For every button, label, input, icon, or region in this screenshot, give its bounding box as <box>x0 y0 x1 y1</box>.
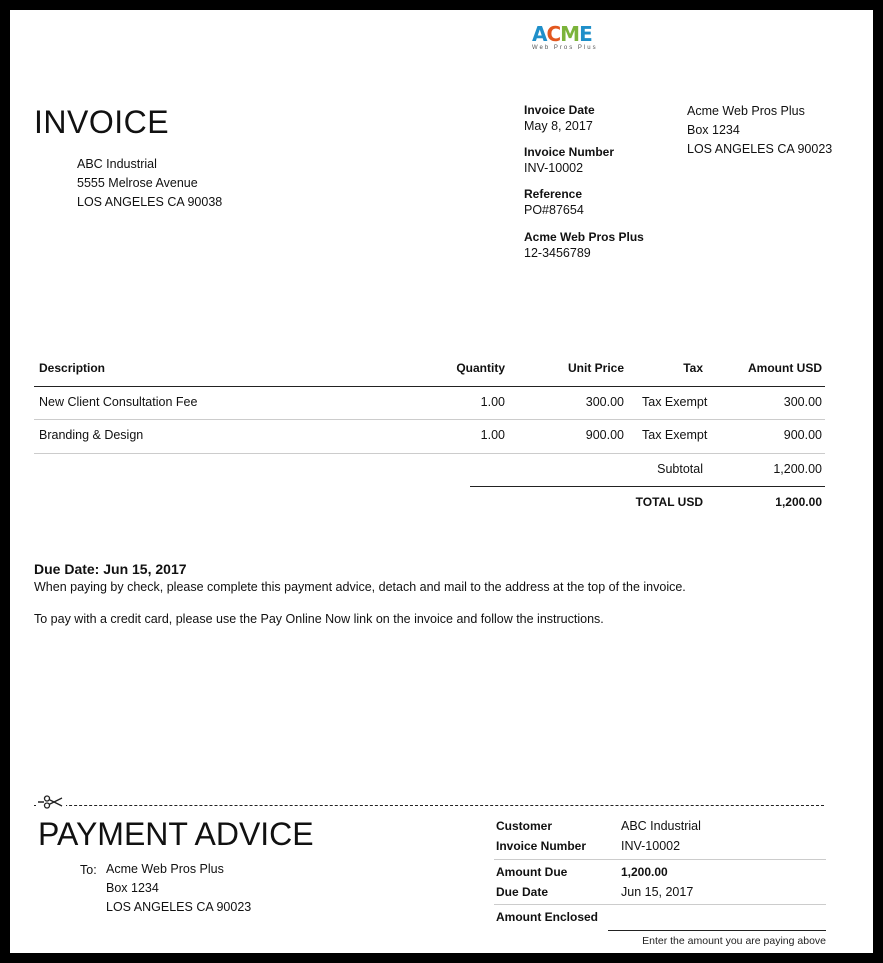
advice-to-line: Acme Web Pros Plus <box>106 862 224 876</box>
tax-id-value: 12-3456789 <box>524 246 591 260</box>
to-label: To: <box>80 863 97 877</box>
amount-enclosed-label: Amount Enclosed <box>496 910 599 924</box>
invoice-title: INVOICE <box>34 104 170 140</box>
row2-amount: 900.00 <box>783 428 822 442</box>
logo-tagline: Web Pros Plus <box>532 45 598 51</box>
reference-value: PO#87654 <box>524 203 584 217</box>
card-instructions: To pay with a credit card, please use the Pay Online Now link on the invoice and follow the instructions. <box>34 612 604 626</box>
row1-description: New Client Consultation Fee <box>39 395 198 409</box>
bill-to-line: LOS ANGELES CA 90038 <box>77 195 223 209</box>
header-quantity: Quantity <box>456 361 505 375</box>
amount-enclosed-underline <box>608 930 826 931</box>
row-divider <box>34 419 825 420</box>
total-value: 1,200.00 <box>775 495 822 509</box>
bill-to-line: ABC Industrial <box>77 157 157 171</box>
amount-due-value: 1,200.00 <box>621 865 668 879</box>
bill-to-line: 5555 Melrose Avenue <box>77 176 198 190</box>
row1-tax: Tax Exempt <box>642 395 708 409</box>
invoice-date-block <box>524 102 595 134</box>
row1-amount: 300.00 <box>783 395 822 409</box>
invoice-number-label: Invoice Number <box>524 145 615 159</box>
advice-to-address <box>106 860 251 917</box>
reference-block <box>524 186 584 218</box>
header-unit-price: Unit Price <box>567 361 624 375</box>
advice-to-line: Box 1234 <box>106 881 159 895</box>
from-address <box>687 102 832 159</box>
row2-quantity: 1.00 <box>480 428 505 442</box>
bill-to-address <box>77 155 222 212</box>
advice-due-date-label: Due Date <box>496 885 549 899</box>
advice-divider <box>494 904 826 905</box>
customer-label: Customer <box>496 819 553 833</box>
tax-id-label: Acme Web Pros Plus <box>524 230 644 244</box>
logo-wordmark: ACME <box>532 22 592 46</box>
total-label: TOTAL USD <box>635 495 703 509</box>
invoice-date-label: Invoice Date <box>524 103 595 117</box>
header-divider <box>34 386 825 387</box>
header-amount: Amount USD <box>748 361 822 375</box>
row1-unit-price: 300.00 <box>585 395 624 409</box>
amount-due-label: Amount Due <box>496 865 568 879</box>
check-instructions: When paying by check, please complete this payment advice, detach and mail to the address at the top of the invoice. <box>34 580 686 594</box>
from-line: Acme Web Pros Plus <box>687 104 805 118</box>
customer-value: ABC Industrial <box>621 819 701 833</box>
header-description: Description <box>39 361 106 375</box>
row2-unit-price: 900.00 <box>585 428 624 442</box>
row2-tax: Tax Exempt <box>642 428 708 442</box>
total-divider <box>470 486 825 487</box>
invoice-page <box>10 10 873 953</box>
advice-due-date-value: Jun 15, 2017 <box>621 885 694 899</box>
from-line: LOS ANGELES CA 90023 <box>687 142 833 156</box>
reference-label: Reference <box>524 187 583 201</box>
invoice-number-value: INV-10002 <box>524 161 584 175</box>
row2-description: Branding & Design <box>39 428 144 442</box>
advice-divider <box>494 859 826 860</box>
subtotal-label: Subtotal <box>657 462 703 476</box>
invoice-number-block <box>524 144 614 176</box>
payment-advice-title: PAYMENT ADVICE <box>38 816 314 852</box>
row-divider <box>34 453 825 454</box>
from-line: Box 1234 <box>687 123 740 137</box>
tax-id-block <box>524 229 644 261</box>
acme-logo <box>532 24 612 58</box>
enter-amount-note: Enter the amount you are paying above <box>642 935 826 947</box>
row1-quantity: 1.00 <box>480 395 505 409</box>
advice-invoice-number-label: Invoice Number <box>496 839 587 853</box>
scissors-icon <box>36 795 66 814</box>
amount-enclosed-field[interactable] <box>621 910 825 926</box>
header-tax: Tax <box>683 361 703 375</box>
due-date-heading: Due Date: Jun 15, 2017 <box>34 561 187 577</box>
invoice-date-value: May 8, 2017 <box>524 119 593 133</box>
advice-to-line: LOS ANGELES CA 90023 <box>106 900 252 914</box>
advice-invoice-number-value: INV-10002 <box>621 839 681 853</box>
cut-line <box>34 805 824 806</box>
subtotal-value: 1,200.00 <box>773 462 822 476</box>
